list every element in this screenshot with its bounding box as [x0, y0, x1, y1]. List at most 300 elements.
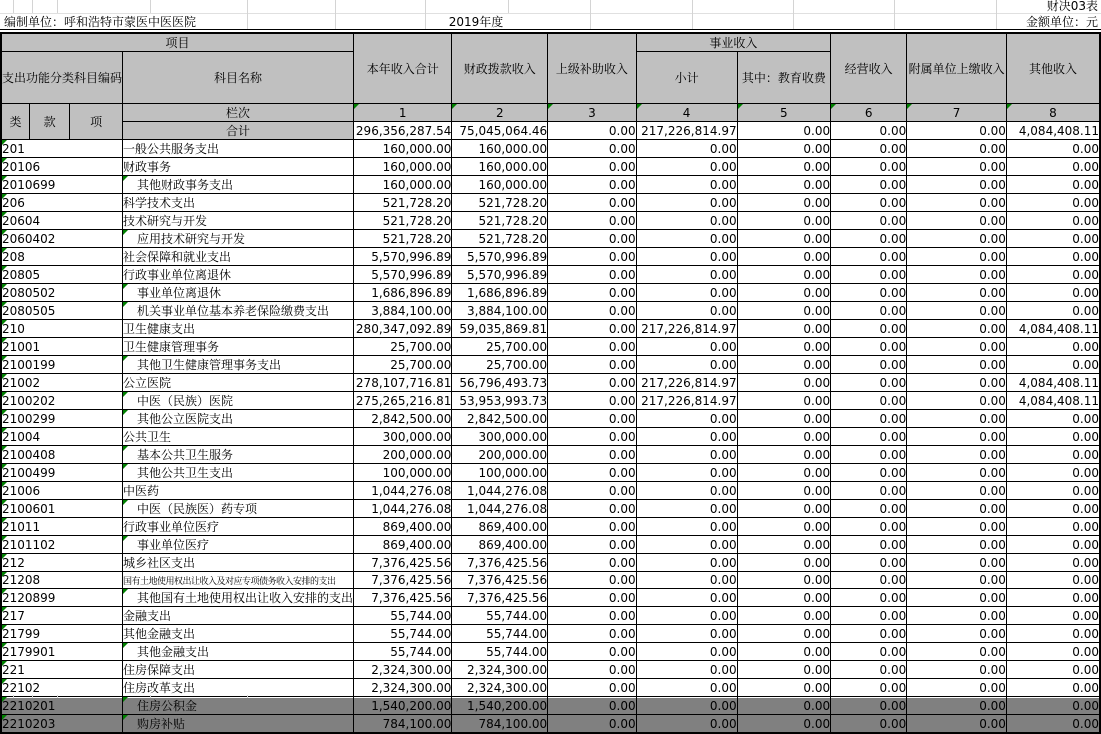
code-cell[interactable]: 2120899	[1, 589, 123, 607]
value-cell[interactable]: 217,226,814.97	[636, 374, 737, 392]
header-project[interactable]: 项目	[1, 33, 354, 52]
code-cell[interactable]: 21002	[1, 374, 123, 392]
value-cell[interactable]: 0.00	[1006, 643, 1100, 661]
value-cell[interactable]: 0.00	[831, 356, 907, 374]
value-cell[interactable]: 784,100.00	[452, 715, 548, 734]
value-cell[interactable]: 0.00	[907, 140, 1007, 158]
total-value[interactable]: 0.00	[548, 122, 636, 140]
subject-name-cell[interactable]: 住房改革支出	[123, 679, 354, 697]
value-cell[interactable]: 0.00	[1006, 410, 1100, 428]
column-number-5[interactable]: 5	[737, 104, 831, 122]
value-cell[interactable]: 0.00	[831, 320, 907, 338]
value-cell[interactable]: 0.00	[1006, 266, 1100, 284]
value-cell[interactable]: 7,376,425.56	[452, 572, 548, 589]
value-cell[interactable]: 0.00	[907, 661, 1007, 679]
value-cell[interactable]: 0.00	[737, 625, 831, 643]
value-cell[interactable]: 0.00	[548, 140, 636, 158]
value-cell[interactable]: 1,044,276.08	[452, 500, 548, 518]
value-cell[interactable]: 3,884,100.00	[354, 302, 452, 320]
value-cell[interactable]: 0.00	[907, 554, 1007, 572]
subject-name-cell[interactable]: 购房补贴	[123, 715, 354, 734]
header-kuan[interactable]: 款	[30, 104, 70, 140]
value-cell[interactable]: 0.00	[831, 284, 907, 302]
value-cell[interactable]: 0.00	[548, 428, 636, 446]
total-value[interactable]: 0.00	[831, 122, 907, 140]
value-cell[interactable]: 0.00	[737, 338, 831, 356]
value-cell[interactable]: 0.00	[737, 302, 831, 320]
value-cell[interactable]: 5,570,996.89	[354, 266, 452, 284]
value-cell[interactable]: 0.00	[907, 500, 1007, 518]
value-cell[interactable]: 0.00	[1006, 697, 1100, 715]
value-cell[interactable]: 7,376,425.56	[452, 554, 548, 572]
subject-name-cell[interactable]: 应用技术研究与开发	[123, 230, 354, 248]
value-cell[interactable]: 0.00	[548, 661, 636, 679]
value-cell[interactable]: 0.00	[1006, 194, 1100, 212]
value-cell[interactable]: 0.00	[737, 320, 831, 338]
code-cell[interactable]: 2100299	[1, 410, 123, 428]
value-cell[interactable]: 2,324,300.00	[452, 661, 548, 679]
code-cell[interactable]: 208	[1, 248, 123, 266]
subject-name-cell[interactable]: 事业单位离退休	[123, 284, 354, 302]
value-cell[interactable]: 0.00	[907, 194, 1007, 212]
total-value[interactable]: 0.00	[737, 122, 831, 140]
value-cell[interactable]: 0.00	[636, 518, 737, 536]
subject-name-cell[interactable]: 公立医院	[123, 374, 354, 392]
value-cell[interactable]: 0.00	[907, 428, 1007, 446]
value-cell[interactable]: 869,400.00	[452, 536, 548, 554]
header-superior-subsidy[interactable]: 上级补助收入	[548, 33, 636, 104]
value-cell[interactable]: 0.00	[907, 410, 1007, 428]
value-cell[interactable]: 0.00	[548, 194, 636, 212]
value-cell[interactable]: 0.00	[548, 500, 636, 518]
value-cell[interactable]: 0.00	[636, 446, 737, 464]
subject-name-cell[interactable]: 金融支出	[123, 607, 354, 625]
value-cell[interactable]: 0.00	[907, 302, 1007, 320]
value-cell[interactable]: 0.00	[831, 715, 907, 734]
prepared-by-label[interactable]: 编制单位：呼和浩特市蒙医中医医院	[4, 15, 197, 29]
value-cell[interactable]: 0.00	[831, 446, 907, 464]
value-cell[interactable]: 0.00	[1006, 302, 1100, 320]
subject-name-cell[interactable]: 基本公共卫生服务	[123, 446, 354, 464]
value-cell[interactable]: 7,376,425.56	[354, 554, 452, 572]
subject-name-cell[interactable]: 卫生健康管理事务	[123, 338, 354, 356]
value-cell[interactable]: 521,728.20	[452, 230, 548, 248]
value-cell[interactable]: 0.00	[636, 338, 737, 356]
value-cell[interactable]: 0.00	[1006, 230, 1100, 248]
value-cell[interactable]: 0.00	[636, 176, 737, 194]
value-cell[interactable]: 0.00	[548, 536, 636, 554]
subject-name-cell[interactable]: 技术研究与开发	[123, 212, 354, 230]
code-cell[interactable]: 221	[1, 661, 123, 679]
value-cell[interactable]: 53,953,993.73	[452, 392, 548, 410]
column-number-8[interactable]: 8	[1006, 104, 1100, 122]
value-cell[interactable]: 869,400.00	[354, 518, 452, 536]
value-cell[interactable]: 0.00	[1006, 679, 1100, 697]
code-cell[interactable]: 2100408	[1, 446, 123, 464]
value-cell[interactable]: 0.00	[548, 356, 636, 374]
value-cell[interactable]: 0.00	[548, 410, 636, 428]
value-cell[interactable]: 0.00	[737, 392, 831, 410]
column-number-3[interactable]: 3	[548, 104, 636, 122]
value-cell[interactable]: 0.00	[907, 284, 1007, 302]
value-cell[interactable]: 0.00	[1006, 572, 1100, 589]
value-cell[interactable]: 0.00	[737, 554, 831, 572]
value-cell[interactable]: 0.00	[548, 572, 636, 589]
value-cell[interactable]: 0.00	[1006, 356, 1100, 374]
value-cell[interactable]: 0.00	[737, 248, 831, 266]
value-cell[interactable]: 0.00	[907, 212, 1007, 230]
value-cell[interactable]: 0.00	[1006, 464, 1100, 482]
value-cell[interactable]: 0.00	[636, 607, 737, 625]
subject-name-cell[interactable]: 国有土地使用权出让收入及对应专项债务收入安排的支出	[123, 572, 354, 589]
header-business-income[interactable]: 经营收入	[831, 33, 907, 104]
value-cell[interactable]: 0.00	[907, 643, 1007, 661]
value-cell[interactable]: 0.00	[831, 500, 907, 518]
header-operating-income-group[interactable]: 事业收入	[636, 33, 831, 52]
value-cell[interactable]: 4,084,408.11	[1006, 374, 1100, 392]
value-cell[interactable]: 0.00	[907, 482, 1007, 500]
value-cell[interactable]: 0.00	[907, 230, 1007, 248]
value-cell[interactable]: 0.00	[548, 176, 636, 194]
code-cell[interactable]: 2060402	[1, 230, 123, 248]
value-cell[interactable]: 0.00	[907, 464, 1007, 482]
value-cell[interactable]: 300,000.00	[452, 428, 548, 446]
subject-name-cell[interactable]: 机关事业单位基本养老保险缴费支出	[123, 302, 354, 320]
value-cell[interactable]: 0.00	[636, 248, 737, 266]
value-cell[interactable]: 160,000.00	[354, 158, 452, 176]
code-cell[interactable]: 2179901	[1, 643, 123, 661]
value-cell[interactable]: 0.00	[548, 158, 636, 176]
value-cell[interactable]: 0.00	[1006, 158, 1100, 176]
value-cell[interactable]: 2,324,300.00	[354, 679, 452, 697]
value-cell[interactable]: 0.00	[737, 482, 831, 500]
code-cell[interactable]: 21799	[1, 625, 123, 643]
subject-name-cell[interactable]: 中医（民族医）药专项	[123, 500, 354, 518]
value-cell[interactable]: 0.00	[636, 625, 737, 643]
value-cell[interactable]: 0.00	[737, 266, 831, 284]
value-cell[interactable]: 0.00	[737, 212, 831, 230]
code-cell[interactable]: 21208	[1, 572, 123, 589]
value-cell[interactable]: 0.00	[831, 589, 907, 607]
value-cell[interactable]: 0.00	[548, 302, 636, 320]
value-cell[interactable]: 0.00	[636, 302, 737, 320]
value-cell[interactable]: 0.00	[737, 589, 831, 607]
value-cell[interactable]: 521,728.20	[354, 230, 452, 248]
value-cell[interactable]: 0.00	[636, 410, 737, 428]
value-cell[interactable]: 0.00	[636, 572, 737, 589]
value-cell[interactable]: 200,000.00	[452, 446, 548, 464]
value-cell[interactable]: 0.00	[737, 518, 831, 536]
value-cell[interactable]: 25,700.00	[354, 338, 452, 356]
value-cell[interactable]: 0.00	[737, 356, 831, 374]
value-cell[interactable]: 160,000.00	[452, 158, 548, 176]
header-function-code[interactable]: 支出功能分类科目编码	[1, 52, 123, 104]
code-cell[interactable]: 2101102	[1, 536, 123, 554]
value-cell[interactable]: 0.00	[636, 230, 737, 248]
total-value[interactable]: 4,084,408.11	[1006, 122, 1100, 140]
value-cell[interactable]: 217,226,814.97	[636, 392, 737, 410]
value-cell[interactable]: 869,400.00	[452, 518, 548, 536]
value-cell[interactable]: 0.00	[907, 572, 1007, 589]
value-cell[interactable]: 0.00	[907, 715, 1007, 734]
subject-name-cell[interactable]: 中医药	[123, 482, 354, 500]
value-cell[interactable]: 25,700.00	[452, 356, 548, 374]
value-cell[interactable]: 0.00	[636, 679, 737, 697]
subject-name-cell[interactable]: 行政事业单位医疗	[123, 518, 354, 536]
total-value[interactable]: 217,226,814.97	[636, 122, 737, 140]
code-cell[interactable]: 2100601	[1, 500, 123, 518]
code-cell[interactable]: 21006	[1, 482, 123, 500]
subject-name-cell[interactable]: 其他卫生健康管理事务支出	[123, 356, 354, 374]
value-cell[interactable]: 0.00	[831, 302, 907, 320]
value-cell[interactable]: 0.00	[1006, 284, 1100, 302]
value-cell[interactable]: 0.00	[1006, 446, 1100, 464]
value-cell[interactable]: 7,376,425.56	[354, 589, 452, 607]
value-cell[interactable]: 2,324,300.00	[452, 679, 548, 697]
value-cell[interactable]: 0.00	[831, 338, 907, 356]
value-cell[interactable]: 0.00	[831, 643, 907, 661]
header-fiscal-appropriation[interactable]: 财政拨款收入	[452, 33, 548, 104]
value-cell[interactable]: 5,570,996.89	[452, 266, 548, 284]
code-cell[interactable]: 217	[1, 607, 123, 625]
value-cell[interactable]: 300,000.00	[354, 428, 452, 446]
value-cell[interactable]: 0.00	[548, 625, 636, 643]
value-cell[interactable]: 1,686,896.89	[452, 284, 548, 302]
value-cell[interactable]: 0.00	[636, 500, 737, 518]
value-cell[interactable]: 0.00	[831, 194, 907, 212]
value-cell[interactable]: 0.00	[737, 194, 831, 212]
value-cell[interactable]: 280,347,092.89	[354, 320, 452, 338]
value-cell[interactable]: 0.00	[1006, 248, 1100, 266]
value-cell[interactable]: 0.00	[548, 464, 636, 482]
value-cell[interactable]: 0.00	[831, 518, 907, 536]
subject-name-cell[interactable]: 社会保障和就业支出	[123, 248, 354, 266]
value-cell[interactable]: 0.00	[1006, 212, 1100, 230]
code-cell[interactable]: 2210203	[1, 715, 123, 734]
header-education-fee[interactable]: 其中：教育收费	[737, 52, 831, 104]
subject-name-cell[interactable]: 科学技术支出	[123, 194, 354, 212]
value-cell[interactable]: 1,044,276.08	[354, 500, 452, 518]
value-cell[interactable]: 0.00	[636, 284, 737, 302]
value-cell[interactable]: 0.00	[907, 338, 1007, 356]
value-cell[interactable]: 0.00	[548, 589, 636, 607]
value-cell[interactable]: 0.00	[907, 536, 1007, 554]
code-cell[interactable]: 2100499	[1, 464, 123, 482]
value-cell[interactable]: 0.00	[737, 572, 831, 589]
value-cell[interactable]: 0.00	[737, 715, 831, 734]
header-affiliated-unit-income[interactable]: 附属单位上缴收入	[907, 33, 1007, 104]
value-cell[interactable]: 0.00	[636, 158, 737, 176]
value-cell[interactable]: 0.00	[831, 554, 907, 572]
value-cell[interactable]: 1,686,896.89	[354, 284, 452, 302]
value-cell[interactable]: 0.00	[548, 266, 636, 284]
value-cell[interactable]: 7,376,425.56	[354, 572, 452, 589]
code-cell[interactable]: 210	[1, 320, 123, 338]
value-cell[interactable]: 0.00	[1006, 607, 1100, 625]
value-cell[interactable]: 0.00	[907, 248, 1007, 266]
subject-name-cell[interactable]: 住房保障支出	[123, 661, 354, 679]
value-cell[interactable]: 0.00	[548, 212, 636, 230]
value-cell[interactable]: 0.00	[737, 500, 831, 518]
value-cell[interactable]: 0.00	[737, 679, 831, 697]
value-cell[interactable]: 0.00	[831, 176, 907, 194]
value-cell[interactable]: 0.00	[907, 392, 1007, 410]
subject-name-cell[interactable]: 行政事业单位离退休	[123, 266, 354, 284]
value-cell[interactable]: 0.00	[548, 643, 636, 661]
header-other-income[interactable]: 其他收入	[1006, 33, 1100, 104]
value-cell[interactable]: 0.00	[636, 697, 737, 715]
value-cell[interactable]: 0.00	[831, 679, 907, 697]
value-cell[interactable]: 0.00	[548, 338, 636, 356]
value-cell[interactable]: 55,744.00	[452, 643, 548, 661]
value-cell[interactable]: 55,744.00	[452, 607, 548, 625]
value-cell[interactable]: 1,044,276.08	[452, 482, 548, 500]
value-cell[interactable]: 0.00	[831, 428, 907, 446]
value-cell[interactable]: 0.00	[548, 446, 636, 464]
value-cell[interactable]: 0.00	[737, 230, 831, 248]
value-cell[interactable]: 160,000.00	[354, 176, 452, 194]
value-cell[interactable]: 0.00	[907, 697, 1007, 715]
value-cell[interactable]: 0.00	[737, 284, 831, 302]
subject-name-cell[interactable]: 财政事务	[123, 158, 354, 176]
value-cell[interactable]: 0.00	[548, 248, 636, 266]
value-cell[interactable]: 25,700.00	[354, 356, 452, 374]
code-cell[interactable]: 212	[1, 554, 123, 572]
value-cell[interactable]: 55,744.00	[354, 643, 452, 661]
value-cell[interactable]: 0.00	[907, 158, 1007, 176]
code-cell[interactable]: 2210201	[1, 697, 123, 715]
value-cell[interactable]: 0.00	[907, 446, 1007, 464]
value-cell[interactable]: 0.00	[548, 374, 636, 392]
value-cell[interactable]: 0.00	[636, 464, 737, 482]
value-cell[interactable]: 0.00	[1006, 536, 1100, 554]
code-cell[interactable]: 21004	[1, 428, 123, 446]
value-cell[interactable]: 0.00	[831, 212, 907, 230]
value-cell[interactable]: 217,226,814.97	[636, 320, 737, 338]
value-cell[interactable]: 160,000.00	[354, 140, 452, 158]
value-cell[interactable]: 0.00	[548, 284, 636, 302]
value-cell[interactable]: 0.00	[907, 176, 1007, 194]
value-cell[interactable]: 0.00	[1006, 715, 1100, 734]
value-cell[interactable]: 0.00	[636, 715, 737, 734]
value-cell[interactable]: 0.00	[907, 607, 1007, 625]
value-cell[interactable]: 0.00	[907, 356, 1007, 374]
value-cell[interactable]: 0.00	[548, 697, 636, 715]
value-cell[interactable]: 0.00	[907, 320, 1007, 338]
value-cell[interactable]: 0.00	[907, 625, 1007, 643]
value-cell[interactable]: 0.00	[636, 536, 737, 554]
value-cell[interactable]: 0.00	[831, 374, 907, 392]
value-cell[interactable]: 160,000.00	[452, 176, 548, 194]
value-cell[interactable]: 0.00	[831, 248, 907, 266]
value-cell[interactable]: 59,035,869.81	[452, 320, 548, 338]
value-cell[interactable]: 0.00	[636, 661, 737, 679]
value-cell[interactable]: 521,728.20	[452, 212, 548, 230]
value-cell[interactable]: 25,700.00	[452, 338, 548, 356]
value-cell[interactable]: 0.00	[907, 518, 1007, 536]
value-cell[interactable]: 0.00	[737, 661, 831, 679]
value-cell[interactable]: 0.00	[548, 715, 636, 734]
value-cell[interactable]: 0.00	[1006, 554, 1100, 572]
code-cell[interactable]: 20604	[1, 212, 123, 230]
subject-name-cell[interactable]: 其他国有土地使用权出让收入安排的支出	[123, 589, 354, 607]
value-cell[interactable]: 0.00	[548, 230, 636, 248]
currency-unit-label[interactable]: 金额单位：元	[1025, 15, 1098, 29]
code-cell[interactable]: 22102	[1, 679, 123, 697]
subject-name-cell[interactable]: 中医（民族）医院	[123, 392, 354, 410]
value-cell[interactable]: 1,540,200.00	[354, 697, 452, 715]
value-cell[interactable]: 0.00	[907, 266, 1007, 284]
code-cell[interactable]: 2100202	[1, 392, 123, 410]
value-cell[interactable]: 5,570,996.89	[452, 248, 548, 266]
header-subject-name[interactable]: 科目名称	[123, 52, 354, 104]
value-cell[interactable]: 0.00	[548, 679, 636, 697]
value-cell[interactable]: 0.00	[831, 697, 907, 715]
value-cell[interactable]: 0.00	[1006, 428, 1100, 446]
header-lanci[interactable]: 栏次	[123, 104, 354, 122]
header-total-income[interactable]: 本年收入合计	[354, 33, 452, 104]
value-cell[interactable]: 0.00	[907, 374, 1007, 392]
value-cell[interactable]: 55,744.00	[452, 625, 548, 643]
fiscal-year-label[interactable]: 2019年度	[448, 15, 504, 29]
value-cell[interactable]: 521,728.20	[354, 194, 452, 212]
value-cell[interactable]: 0.00	[831, 625, 907, 643]
value-cell[interactable]: 0.00	[548, 518, 636, 536]
column-number-2[interactable]: 2	[452, 104, 548, 122]
value-cell[interactable]: 0.00	[737, 374, 831, 392]
value-cell[interactable]: 278,107,716.81	[354, 374, 452, 392]
column-number-4[interactable]: 4	[636, 104, 737, 122]
value-cell[interactable]: 0.00	[737, 140, 831, 158]
value-cell[interactable]: 0.00	[636, 194, 737, 212]
subject-name-cell[interactable]: 住房公积金	[123, 697, 354, 715]
value-cell[interactable]: 869,400.00	[354, 536, 452, 554]
value-cell[interactable]: 0.00	[831, 661, 907, 679]
value-cell[interactable]: 0.00	[831, 607, 907, 625]
total-value[interactable]: 0.00	[907, 122, 1007, 140]
value-cell[interactable]: 100,000.00	[354, 464, 452, 482]
subject-name-cell[interactable]: 其他财政事务支出	[123, 176, 354, 194]
value-cell[interactable]: 0.00	[1006, 589, 1100, 607]
column-number-6[interactable]: 6	[831, 104, 907, 122]
value-cell[interactable]: 0.00	[636, 356, 737, 374]
value-cell[interactable]: 160,000.00	[452, 140, 548, 158]
value-cell[interactable]: 0.00	[636, 428, 737, 446]
value-cell[interactable]: 56,796,493.73	[452, 374, 548, 392]
value-cell[interactable]: 0.00	[737, 410, 831, 428]
value-cell[interactable]: 0.00	[737, 697, 831, 715]
value-cell[interactable]: 0.00	[907, 679, 1007, 697]
total-label[interactable]: 合计	[123, 122, 354, 140]
value-cell[interactable]: 0.00	[737, 446, 831, 464]
value-cell[interactable]: 784,100.00	[354, 715, 452, 734]
subject-name-cell[interactable]: 公共卫生	[123, 428, 354, 446]
value-cell[interactable]: 0.00	[831, 464, 907, 482]
code-cell[interactable]: 20805	[1, 266, 123, 284]
value-cell[interactable]: 0.00	[548, 482, 636, 500]
header-lei[interactable]: 类	[1, 104, 30, 140]
value-cell[interactable]: 7,376,425.56	[452, 589, 548, 607]
code-cell[interactable]: 21011	[1, 518, 123, 536]
value-cell[interactable]: 0.00	[636, 589, 737, 607]
value-cell[interactable]: 0.00	[1006, 500, 1100, 518]
value-cell[interactable]: 0.00	[831, 392, 907, 410]
value-cell[interactable]: 0.00	[831, 266, 907, 284]
value-cell[interactable]: 0.00	[737, 643, 831, 661]
value-cell[interactable]: 521,728.20	[354, 212, 452, 230]
code-cell[interactable]: 201	[1, 140, 123, 158]
value-cell[interactable]: 0.00	[1006, 518, 1100, 536]
